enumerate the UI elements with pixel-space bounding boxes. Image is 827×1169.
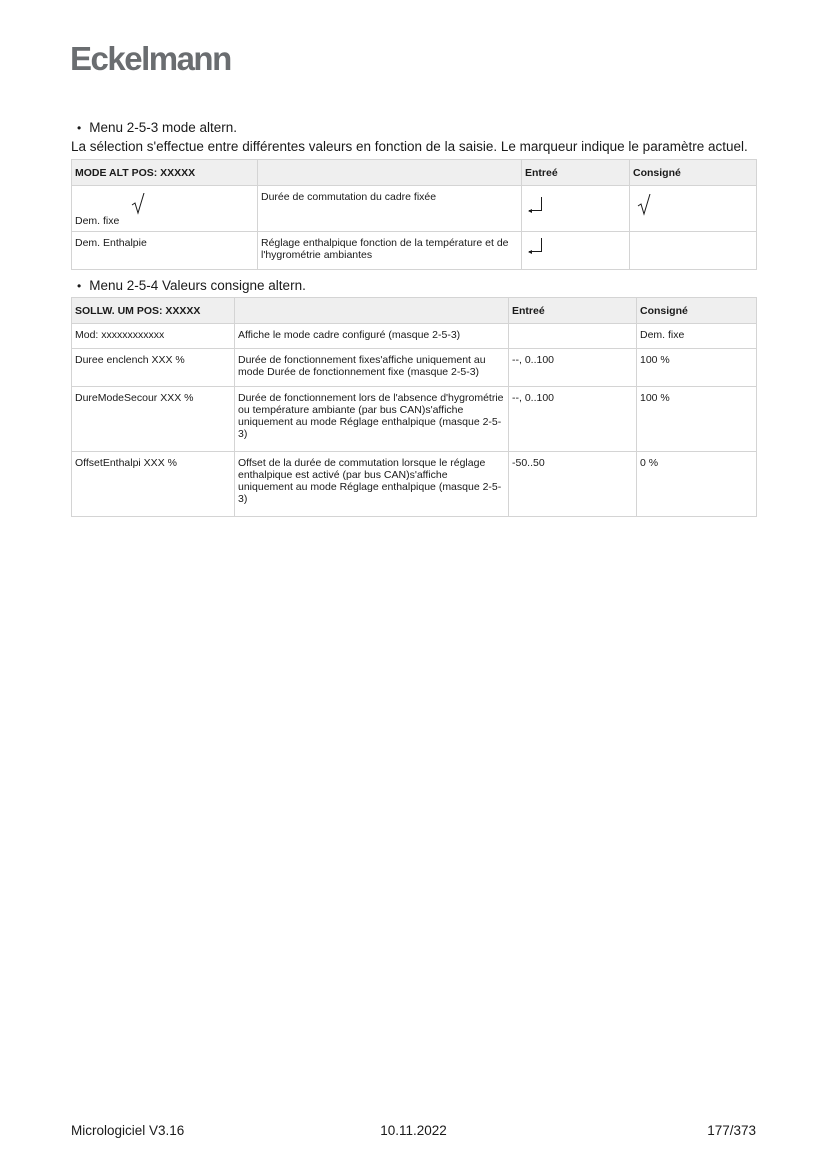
param-cell: Mod: xxxxxxxxxxxx bbox=[72, 324, 235, 349]
desc-cell: Durée de fonctionnement fixes'affiche uniquement au mode Durée de fonctionnement fixe (masque 2-5-3) bbox=[235, 349, 509, 387]
entry-cell bbox=[522, 186, 630, 232]
table-header-row bbox=[72, 160, 757, 186]
footer-firmware: Micrologiciel V3.16 bbox=[71, 1123, 185, 1138]
set-cell: 0 % bbox=[637, 452, 757, 517]
table-row bbox=[72, 387, 757, 452]
page-content bbox=[71, 120, 756, 517]
table-row bbox=[72, 232, 757, 270]
header-cell: SOLLW. UM POS: XXXXX bbox=[72, 298, 235, 324]
table-sollw-um bbox=[71, 297, 757, 517]
param-cell: OffsetEnthalpi XXX % bbox=[72, 452, 235, 517]
bullet-menu-2-5-4 bbox=[77, 278, 756, 293]
set-cell bbox=[630, 232, 757, 270]
set-cell: 100 % bbox=[637, 387, 757, 452]
footer-date: 10.11.2022 bbox=[380, 1123, 447, 1138]
table-row bbox=[72, 452, 757, 517]
desc-cell: Affiche le mode cadre configuré (masque 2-5-3) bbox=[235, 324, 509, 349]
param-cell: Duree enclench XXX % bbox=[72, 349, 235, 387]
param-name: Dem. fixe bbox=[75, 215, 120, 227]
desc-cell: Durée de commutation du cadre fixée bbox=[258, 186, 522, 232]
set-cell: 100 % bbox=[637, 349, 757, 387]
brand-logo: Eckelmann bbox=[70, 40, 231, 77]
table-row bbox=[72, 324, 757, 349]
desc-cell: Offset de la durée de commutation lorsque le réglage enthalpique est activé (par bus CAN)s'affiche uniquement au mode Réglage enthalpique (masque 2-5-3) bbox=[235, 452, 509, 517]
entry-cell: --, 0..100 bbox=[509, 387, 637, 452]
check-mark-icon bbox=[637, 194, 651, 214]
enter-key-icon bbox=[528, 238, 542, 252]
entry-cell bbox=[509, 324, 637, 349]
header-cell bbox=[258, 160, 522, 186]
bullet-menu-2-5-3 bbox=[77, 120, 756, 135]
param-cell: Dem. Enthalpie bbox=[72, 232, 258, 270]
header-cell: Entreé bbox=[509, 298, 637, 324]
param-cell: DureModeSecour XXX % bbox=[72, 387, 235, 452]
header-cell: Consigné bbox=[630, 160, 757, 186]
check-mark-icon bbox=[131, 193, 145, 213]
table-row bbox=[72, 349, 757, 387]
bullet-text: Menu 2-5-4 Valeurs consigne altern. bbox=[89, 278, 306, 293]
header-cell: Consigné bbox=[637, 298, 757, 324]
entry-cell: -50..50 bbox=[509, 452, 637, 517]
table-header-row bbox=[72, 298, 757, 324]
intro-paragraph: La sélection s'effectue entre différentes valeurs en fonction de la saisie. Le marqueur indique le paramètre actuel. bbox=[71, 139, 748, 154]
set-cell: Dem. fixe bbox=[637, 324, 757, 349]
header-cell: Entreé bbox=[522, 160, 630, 186]
bullet-dot-icon: • bbox=[77, 279, 82, 293]
entry-cell bbox=[522, 232, 630, 270]
desc-cell: Durée de fonctionnement lors de l'absence d'hygrométrie ou température ambiante (par bus CAN)s'affiche uniquement au mode Réglage enthalpique (masque 2-5-3) bbox=[235, 387, 509, 452]
enter-key-icon bbox=[528, 197, 542, 211]
set-cell bbox=[630, 186, 757, 232]
footer-page-number: 177/373 bbox=[707, 1123, 756, 1138]
param-cell bbox=[72, 186, 258, 232]
header-cell: MODE ALT POS: XXXXX bbox=[72, 160, 258, 186]
bullet-dot-icon: • bbox=[77, 121, 82, 135]
bullet-text: Menu 2-5-3 mode altern. bbox=[89, 120, 238, 135]
header-cell bbox=[235, 298, 509, 324]
desc-cell: Réglage enthalpique fonction de la température et de l'hygrométrie ambiantes bbox=[258, 232, 522, 270]
table-mode-alt bbox=[71, 159, 757, 270]
entry-cell: --, 0..100 bbox=[509, 349, 637, 387]
table-row bbox=[72, 186, 757, 232]
